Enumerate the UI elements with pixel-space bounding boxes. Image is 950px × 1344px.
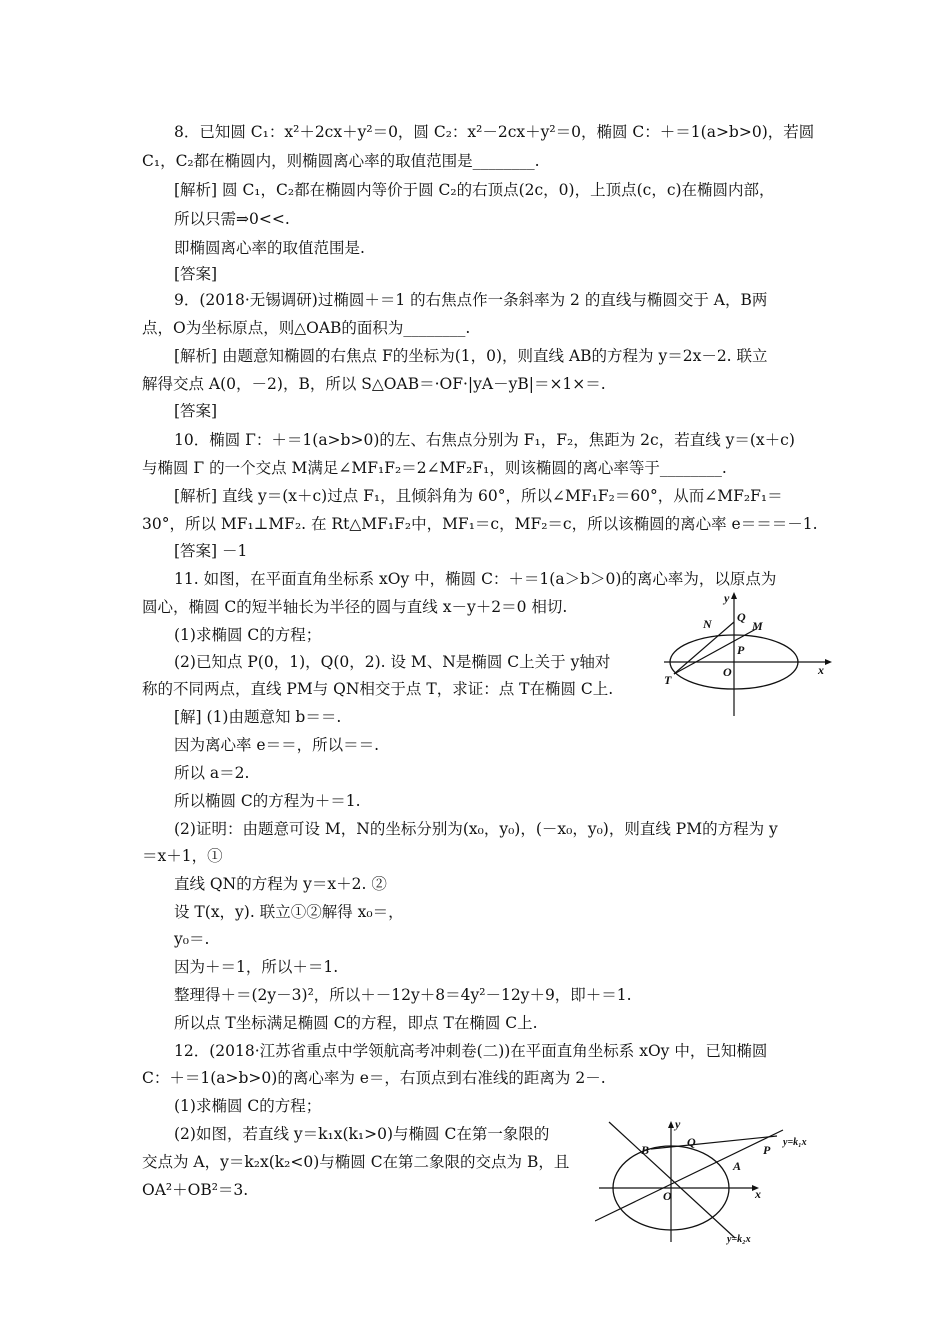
label-y-k1x: y=k₁x	[783, 1137, 807, 1148]
answer-label: [答案]	[174, 402, 218, 420]
text-line: ＝x＋1，①	[142, 847, 223, 865]
text-line: 即椭圆离心率的取值范围是.	[174, 239, 365, 257]
label-q: Q	[687, 1135, 696, 1149]
text-line: 12．(2018·江苏省重点中学领航高考冲刺卷(二))在平面直角坐标系 xOy 中，已知椭圆	[174, 1042, 768, 1060]
label-a: A	[733, 1159, 742, 1173]
text-line: 与椭圆 Γ 的一个交点 M满足∠MF₁F₂＝2∠MF₂F₁，则该椭圆的离心率等于________.	[142, 459, 727, 477]
label-o: O	[663, 1189, 672, 1203]
label-q: Q	[737, 610, 746, 624]
answer-label: [答案] －1	[174, 542, 248, 560]
text-line: 解得交点 A(0，－2)，B，所以 S△OAB＝·OF·|yA－yB|＝×1×＝.	[142, 375, 606, 393]
text-line: y₀＝.	[174, 930, 210, 948]
text-line: [解] (1)由题意知 b＝＝.	[174, 708, 342, 726]
text-line: 8．已知圆 C₁：x²＋2cx＋y²＝0，圆 C₂：x²－2cx＋y²＝0，椭圆 C：＋＝1(a>b>0)，若圆	[174, 123, 815, 141]
text-line: 圆心，椭圆 C的短半轴长为半径的圆与直线 x－y＋2＝0 相切.	[142, 598, 568, 616]
text-line: 交点为 A，y＝k₂x(k₂<0)与椭圆 C在第二象限的交点为 B，且	[142, 1153, 570, 1171]
text-line: 称的不同两点，直线 PM与 QN相交于点 T，求证：点 T在椭圆 C上.	[142, 680, 614, 698]
x-axis-arrow	[825, 659, 832, 665]
text-line: 设 T(x，y). 联立①②解得 x₀＝，	[174, 903, 404, 921]
text-line: 所以点 T坐标满足椭圆 C的方程，即点 T在椭圆 C上.	[174, 1014, 538, 1032]
label-y: y	[675, 1118, 681, 1131]
label-x: x	[755, 1187, 761, 1201]
label-p: P	[737, 643, 745, 657]
text-line: 直线 QN的方程为 y＝x＋2. ②	[174, 875, 387, 893]
text-line: 所以只需⇒0<<.	[174, 210, 290, 228]
text-line: 11. 如图，在平面直角坐标系 xOy 中，椭圆 C：＋＝1(a＞b＞0)的离心率为，以原点为	[174, 570, 777, 588]
text-line: C₁，C₂都在椭圆内，则椭圆离心率的取值范围是________.	[142, 152, 540, 170]
answer-label: [答案]	[174, 265, 218, 283]
label-b: B	[641, 1143, 650, 1157]
text-line: 点，O为坐标原点，则△OAB的面积为________.	[142, 319, 471, 337]
ellipse-figure-1	[660, 592, 840, 718]
text-line: (1)求椭圆 C的方程；	[174, 1097, 322, 1115]
text-line: 10．椭圆 Γ：＋＝1(a>b>0)的左、右焦点分别为 F₁，F₂，焦距为 2c，若直线 y＝(x＋c)	[174, 431, 795, 449]
label-x: x	[818, 663, 824, 677]
ellipse-figure-2	[595, 1118, 835, 1246]
label-p: P	[763, 1143, 771, 1157]
text-line: 整理得＋＝(2y－3)²，所以＋－12y＋8＝4y²－12y＋9，即＋＝1.	[174, 986, 632, 1004]
line-k2	[609, 1122, 735, 1238]
y-axis-arrow	[668, 1121, 674, 1128]
text-line: [解析] 由题意知椭圆的右焦点 F的坐标为(1，0)，则直线 AB的方程为 y＝2x－2. 联立	[174, 347, 768, 365]
text-line: C：＋＝1(a>b>0)的离心率为 e＝，右顶点到右准线的距离为 2－.	[142, 1069, 606, 1087]
text-line: [解析] 直线 y＝(x＋c)过点 F₁，且倾斜角为 60°，所以∠MF₁F₂＝60°，从而∠MF₂F₁＝	[174, 487, 783, 505]
label-t: T	[664, 673, 672, 687]
text-line: 因为＋＝1，所以＋＝1.	[174, 958, 339, 976]
label-m: M	[752, 619, 763, 633]
label-o: O	[723, 665, 732, 679]
text-line: (2)已知点 P(0，1)，Q(0，2). 设 M、N是椭圆 C上关于 y轴对	[174, 653, 611, 671]
text-line: 9．(2018·无锡调研)过椭圆＋＝1 的右焦点作一条斜率为 2 的直线与椭圆交于 A，B两	[174, 291, 768, 309]
text-line: 因为离心率 e＝＝，所以＝＝.	[174, 736, 380, 754]
text-line: 30°，所以 MF₁⊥MF₂. 在 Rt△MF₁F₂中，MF₁＝c，MF₂＝c，所以该椭圆的离心率 e＝＝＝－1.	[142, 515, 818, 533]
text-line: [解析] 圆 C₁，C₂都在椭圆内等价于圆 C₂的右顶点(2c，0)，上顶点(c，c)在椭圆内部，	[174, 181, 775, 199]
text-line: (1)求椭圆 C的方程；	[174, 626, 322, 644]
text-line: OA²＋OB²＝3.	[142, 1181, 249, 1199]
label-y-k2x: y=k₂x	[727, 1234, 751, 1245]
text-line: (2)证明：由题意可设 M，N的坐标分别为(x₀，y₀)，(－x₀，y₀)，则直线 PM的方程为 y	[174, 820, 778, 838]
label-n: N	[703, 617, 712, 631]
text-line: 所以椭圆 C的方程为＋＝1.	[174, 792, 361, 810]
y-axis-arrow	[731, 592, 737, 599]
label-y: y	[724, 592, 730, 605]
text-line: (2)如图，若直线 y＝k₁x(k₁>0)与椭圆 C在第一象限的	[174, 1125, 550, 1143]
text-line: 所以 a＝2.	[174, 764, 250, 782]
